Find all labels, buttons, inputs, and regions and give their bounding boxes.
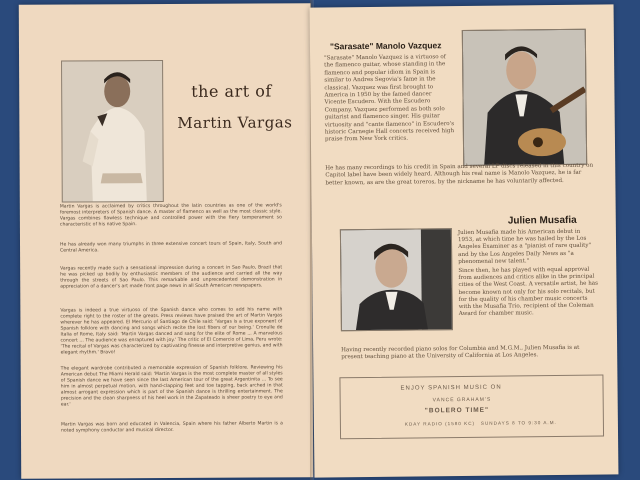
radio-ad-box xyxy=(339,375,604,440)
radio-ad-line1: ENJOY SPANISH MUSIC ON xyxy=(400,384,502,392)
right-page xyxy=(310,4,619,477)
radio-ad-line3: "BOLERO TIME" xyxy=(424,406,490,415)
paragraph: Since then, he has played with equal approval from audiences and critics alike in the principal cities of the West Coast. A versatile artist, he has become known not only for his solo recitals, but for the quality of his chamber music concerts with the Musafia Trio, recipient of the Coleman Award for chamber music. xyxy=(458,266,599,318)
paragraph: Vargas is indeed a true virtuoso of the Spanish dance who comes to add his name with complete right to the roster of the greats. Press reviews have praised the art of Martin Vargas wherever he has appeared. El Mercurio of Santiago de Chile said: 'Vargas is a true exponent of Spanish folklore with dancing and songs which recite the lost fibers of our being.' Cronulle de Italia of Rome, Italy said: 'Martin Vargas danced and sang for the elite of Rome ... A marvelous concert ... The audience was enraptured with joy.' The critic of El Comercio of Lima, Peru wrote: 'The recital of Vargas was characterized by captivating finesse and interpretive genius, and with elegant rhythm.' Bravo! xyxy=(60,307,283,356)
paragraph: The elegant wardrobe contributed a memorable expression of Spanish folklore. Reviewing his American debut The Miami Herald said: 'Martin Vargas is the most complete master of all styles of Spanish dance we have seen since the last American tour of the great Argentinita ... To see him in almost perpetual motion, with hand-clapping feet and toe tapping, back arched in that almost arrogant expression which is part of the Spanish dance is thrilling entertainment. The precision and the clean sharpness of his heel work in the Zapateado is sheer poetry to eye and ear.' xyxy=(60,365,283,408)
paragraph: Julien Musafia made his American debut in 1953, at which time he was hailed by the Los Angeles Examiner as a "pianist of rare quality" and by the Los Angeles Daily News as "a phenomenal new talent." xyxy=(457,228,592,265)
radio-ad-station: KDAY RADIO (1580 KC) xyxy=(404,420,476,427)
article-title-line2: Martin Vargas xyxy=(177,113,293,132)
paragraph: Having recently recorded piano solos for Columbia and M.G.M., Julien Musafia is at present teaching piano at the University of California at Los Angeles. xyxy=(341,344,580,361)
article-title-line1: the art of xyxy=(191,81,272,101)
paragraph: Vargas recently made such a sensational impression during a concert in Sao Paulo, Brazil that he was picked up bodily by enthusiastic members of the audience and carried all the way through the streets of Sao Paulo. This remarkable and unprecedented demonstration in appreciation of a dancer's art made front page news in all South American newspapers. xyxy=(60,265,283,290)
manolo-vazquez-photo xyxy=(462,29,587,166)
julien-musafia-photo xyxy=(340,228,453,331)
paragraph: He has many recordings to his credit in Spain and several LP discs released in this country on Capitol label have been widely heard. Although his real name is Manolo Vazquez, he is far better known, as are the great toreros, by the nickname he has voluntarily affected. xyxy=(325,162,594,187)
musafia-heading: Julien Musafia xyxy=(507,214,577,227)
paragraph: "Sarasate" Manolo Vazquez is a virtuoso of the flamenco guitar, whose standing in the flamenco and popular idiom in Spain is similar to Andres Segovia's fame in the classical. Vazquez was first brought to America in 1950 by the famed dancer Vicente Escudero. With the Escudero Company, Vazquez performed as both solo guitarist and flamenco singer. His guitar virtuosity and "cante flamenco" in Escudero's historic Carnegie Hall concerts received high praise from New York critics. xyxy=(324,54,455,143)
martin-vargas-photo xyxy=(61,60,164,203)
radio-ad-line2: VANCE GRAHAM'S xyxy=(432,396,492,404)
paragraph: Martin Vargas is acclaimed by critics throughout the latin countries as one of the world's foremost interpreters of Spanish dance. A master of flamenco as well as the most classic style. Vargas combines flawless technique and controlled power with the fiery temperament so characteristic of his native Spain. xyxy=(59,203,282,228)
vazquez-heading: "Sarasate" Manolo Vazquez xyxy=(329,40,442,52)
paragraph: He has already won many triumphs in three extensive concert tours of Spain, Italy, South and Central America. xyxy=(60,241,283,254)
left-page xyxy=(19,3,313,479)
paragraph: Martin Vargas was born and educated in Valencia, Spain where his father Alberto Martin is a noted symphony conductor and musical director. xyxy=(60,421,283,434)
radio-ad-time: SUNDAYS 8 TO 9:30 A.M. xyxy=(480,420,557,426)
